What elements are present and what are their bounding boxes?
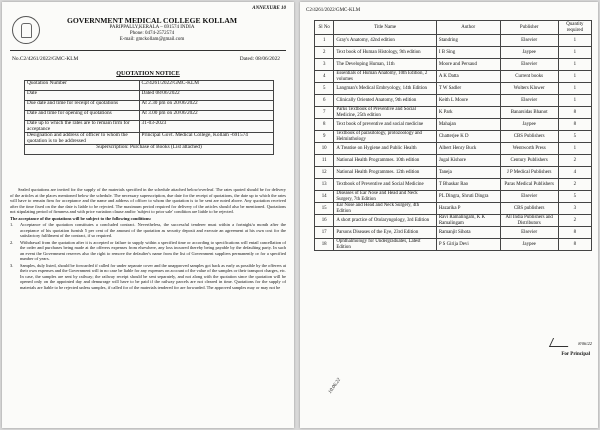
condition-text: Samples, duly listed, should be forwarded if called for under separate cover and the unapproved samples got back as early as possible by the offerers at their own expenses and the Government will in no case be liable for any expenses on account of the value of the samples or their transport charges, etc. In case, the samples are sent by railway; the railway receipt should be sent separately, and not along with the quotation since the quotation will be opened only on the appointed day and demurrage will have to be paid if the railway parcels are not cleared in time. Quotations for the supply of materials are liable to be rejected unless samples, if called for of the materials tendered for are forwarded. The approved samples may or may not be xyxy=(20,262,286,290)
detail-label: Date and time for opening of quotations xyxy=(25,111,140,121)
for-principal-label: For Principal xyxy=(561,352,590,357)
book-quantity: 8 xyxy=(558,227,591,239)
book-quantity: 5 xyxy=(558,131,591,143)
book-title: Ophthalmology for Undergraduates, Latest Edition xyxy=(334,239,437,251)
book-publisher: Current books xyxy=(500,71,558,83)
book-sl-no: 9 xyxy=(315,131,334,143)
book-publisher: Jaypee xyxy=(500,239,558,251)
book-quantity: 1 xyxy=(558,95,591,107)
book-sl-no: 7 xyxy=(315,107,334,119)
book-quantity: 1 xyxy=(558,143,591,155)
table-row xyxy=(315,179,592,191)
book-title: The Developing Human, 11th xyxy=(334,59,437,71)
table-header-row xyxy=(315,21,592,35)
book-publisher: Banarsidas Bhanot xyxy=(500,107,558,119)
condition-text: Acceptance of the quotation constitutes a concluded contract. Nevertheless, the successful tenderer must within a fortnight/a month after the acceptance of his quotation furnish 5 per cent of the amount of the quotation as security deposit and execute an agreement at his own cost for the satisfactory fulfilment of the contract, if so required. xyxy=(20,222,286,238)
book-publisher: Elsevier xyxy=(500,35,558,47)
college-name: GOVERNMENT MEDICAL COLLEGE KOLLAM xyxy=(66,16,238,25)
table-row xyxy=(315,203,592,215)
book-sl-no: 3 xyxy=(315,59,334,71)
signature-date: 8/06/22 xyxy=(578,341,592,346)
book-author: Taneja xyxy=(436,167,500,179)
book-title: Ear Nose and Head and Neck Surgery, 4th Edition xyxy=(334,203,437,215)
college-emblem-icon xyxy=(12,16,40,44)
detail-label: Designation and address of officer to whom the quotation is to be addressed xyxy=(25,133,140,145)
condition-number: 2. xyxy=(10,239,14,245)
book-publisher: Wentworth Press xyxy=(500,143,558,155)
condition-text: Withdrawal from the quotation after it is accepted or failure to supply within a specified time or according to specifications will entail cancellation of the order and purchases being made at the offerers expenses from elsewhere, any loss incurred thereby being payable by the defaulting party. In such an event the Government reserves also the right to remove the defaulter's name from the list of Government suppliers permanently or for a specified number of years. xyxy=(20,239,286,261)
list-item xyxy=(10,222,286,239)
table-row xyxy=(25,101,274,111)
header-divider xyxy=(10,50,286,51)
book-publisher: Paras Medical Publishers xyxy=(500,179,558,191)
notice-title: QUOTATION NOTICE xyxy=(116,70,180,77)
book-title: Parks Textbook of Preventive and Social Medicine, 25th edition xyxy=(334,107,437,119)
book-sl-no: 14 xyxy=(315,191,334,203)
book-author: PL Dingra, Shruti Dingra xyxy=(436,191,500,203)
book-sl-no: 12 xyxy=(315,167,334,179)
table-row xyxy=(315,143,592,155)
book-author: Albert Henry Buck xyxy=(436,143,500,155)
book-title: A short practice of Otolaryngology, 3rd Edition xyxy=(334,215,437,227)
intro-paragraph: Sealed quotations are invited for the supply of the materials specified in the schedule attached below/overleaf. The rates quoted should be for delivery of the articles at the places mentioned below the schedule. The necessary superscription, due date for the receipt of quotations, the date up to which the rates will have to remain firm for acceptance and the name and address of officer to whom the quotation is to be sent are noted above. Any quotation received after the time fixed on the due date is liable to be rejected. The maximum period required for delivery of the articles should also be mentioned. Quotations not stipulating period of firmness and with price variation clause and/or 'subject to prior sale' condition are liable to be rejected. xyxy=(10,187,286,214)
detail-value: At 2.30 pm on 20/06/2022 xyxy=(139,101,273,111)
book-author: Moore and Persaud xyxy=(436,59,500,71)
book-author: Ravi Ramalingam, K K Ramalingam xyxy=(436,215,500,227)
table-row xyxy=(315,227,592,239)
book-quantity: 1 xyxy=(558,59,591,71)
book-quantity: 1 xyxy=(558,71,591,83)
quotation-details-table xyxy=(24,80,274,155)
detail-value: C2/4261/2022/GMC-KLM xyxy=(139,81,273,91)
book-publisher: Elsevier xyxy=(500,95,558,107)
book-sl-no: 10 xyxy=(315,143,334,155)
handwritten-initials: 10.06.22 xyxy=(328,377,343,395)
list-item xyxy=(10,263,286,291)
reference-number: No.C2/4261/2022/GMC-KLM xyxy=(12,56,79,62)
detail-value: Dated 08/06/2022 xyxy=(139,91,273,101)
book-quantity: 2 xyxy=(558,179,591,191)
book-quantity: 3 xyxy=(558,203,591,215)
book-author: I B Sing xyxy=(436,47,500,59)
book-sl-no: 18 xyxy=(315,239,334,251)
book-author: Keith L Moore xyxy=(436,95,500,107)
notice-date: Dated: 08/06/2022 xyxy=(239,56,280,62)
book-publisher: CBS Publishers xyxy=(500,131,558,143)
conditions-heading: The acceptance of the quotations will be subject to the following conditions: xyxy=(10,215,152,221)
table-row xyxy=(315,35,592,47)
annexure-label: ANNEXURE 10 xyxy=(252,6,286,11)
book-publisher: J P Medical Publishers xyxy=(500,167,558,179)
book-author: T W Sadler xyxy=(436,83,500,95)
book-sl-no: 1 xyxy=(315,35,334,47)
table-row xyxy=(25,91,274,101)
book-quantity: 8 xyxy=(558,119,591,131)
college-email: E-mail: gmckollam@gmail.com xyxy=(119,37,185,42)
detail-value: At 3.00 pm on 20/06/2022 xyxy=(139,111,273,121)
book-list-table xyxy=(314,20,592,251)
book-list-page xyxy=(300,2,598,428)
table-row xyxy=(25,121,274,133)
book-quantity: 8 xyxy=(558,107,591,119)
detail-label: Date xyxy=(25,91,140,101)
book-publisher: CBS publishers xyxy=(500,203,558,215)
superscription: Superscription: Purchase of Books (List attached) xyxy=(25,145,274,155)
book-sl-no: 5 xyxy=(315,83,334,95)
book-title: Textbook of Preventive and Social Medicine xyxy=(334,179,437,191)
book-publisher: Wolters Kluwer xyxy=(500,83,558,95)
book-title: Gray's Anatomy, 42nd edition xyxy=(334,35,437,47)
table-row xyxy=(315,167,592,179)
book-publisher: Jaypee xyxy=(500,119,558,131)
book-author: Mahajan xyxy=(436,119,500,131)
book-quantity: 1 xyxy=(558,83,591,95)
condition-number: 1. xyxy=(10,222,14,227)
book-author: Chatterjee K D xyxy=(436,131,500,143)
book-quantity: 4 xyxy=(558,167,591,179)
table-row xyxy=(25,145,274,155)
table-row xyxy=(315,155,592,167)
table-row xyxy=(315,119,592,131)
quotation-notice-page xyxy=(2,2,294,428)
book-author: Jugal Kishore xyxy=(436,155,500,167)
book-title: National Health Programmes. 12th edition xyxy=(334,167,437,179)
book-sl-no: 11 xyxy=(315,155,334,167)
book-title: Essentials of Human Anatomy, 10th Edition, 2 volumes xyxy=(334,71,437,83)
col-author: Author xyxy=(436,21,500,35)
book-author: K Park xyxy=(436,107,500,119)
book-publisher: Century Publishers xyxy=(500,155,558,167)
detail-value: 31-03-2023 xyxy=(139,121,273,133)
book-quantity: 8 xyxy=(558,239,591,251)
col-publisher: Publisher xyxy=(500,21,558,35)
condition-number: 3. xyxy=(10,262,14,268)
list-item xyxy=(10,240,286,262)
book-title: Langman's Medical Embryology, 14th Edition xyxy=(334,83,437,95)
book-author: Ramanjit Sihota xyxy=(436,227,500,239)
table-row xyxy=(315,191,592,203)
book-sl-no: 2 xyxy=(315,47,334,59)
book-sl-no: 4 xyxy=(315,71,334,83)
table-row xyxy=(315,47,592,59)
table-row xyxy=(25,81,274,91)
table-row xyxy=(315,83,592,95)
col-title: Title Name xyxy=(334,21,437,35)
book-publisher: Elsevier xyxy=(500,59,558,71)
detail-label: Due date and time for receipt of quotations xyxy=(25,101,140,111)
book-quantity: 5 xyxy=(558,191,591,203)
book-author: T Bhaskar Rao xyxy=(436,179,500,191)
conditions-list xyxy=(10,222,286,290)
signature-mark xyxy=(549,338,572,347)
book-sl-no: 8 xyxy=(315,119,334,131)
book-title: Text book of preventive and social medicine xyxy=(334,119,437,131)
book-sl-no: 6 xyxy=(315,95,334,107)
notice-body xyxy=(10,187,286,291)
book-title: Text book of Human Histology, 9th edition xyxy=(334,47,437,59)
book-title: A Treatise on Hygiene and Public Health xyxy=(334,143,437,155)
book-author: Hazarika P xyxy=(436,203,500,215)
book-publisher: Elsevier xyxy=(500,227,558,239)
col-sl-no: Sl No xyxy=(315,21,334,35)
list-reference-number: C2/4261/2022/GMC-KLM xyxy=(306,8,361,13)
book-publisher: All India Publishers and Distributors xyxy=(500,215,558,227)
detail-label: Quotation Number xyxy=(25,81,140,91)
col-quantity: Quantity required xyxy=(558,21,591,35)
book-quantity: 2 xyxy=(558,215,591,227)
book-title: Parsons Diseases of the Eye, 23rd Edition xyxy=(334,227,437,239)
book-author: A K Datta xyxy=(436,71,500,83)
college-phone: Phone: 0474-2572574 xyxy=(129,31,175,36)
table-row xyxy=(315,71,592,83)
book-publisher: Jaypee xyxy=(500,47,558,59)
table-row xyxy=(315,131,592,143)
book-sl-no: 13 xyxy=(315,179,334,191)
book-quantity: 1 xyxy=(558,35,591,47)
table-row xyxy=(315,107,592,119)
book-sl-no: 16 xyxy=(315,215,334,227)
book-title: Textbook of parasitology, protozoology and Helminthology xyxy=(334,131,437,143)
table-row xyxy=(315,95,592,107)
detail-label: Date up to which the rates are to remain firm for acceptance xyxy=(25,121,140,133)
book-title: Diseases of Ear Nose and Head and Neck Surgery, 7th Edition xyxy=(334,191,437,203)
book-author: P S Girija Devi xyxy=(436,239,500,251)
college-address: PARIPPALLY,KERALA – 691574 INDIA xyxy=(109,25,195,30)
detail-value: Principal Govt. Medical College, Kollam -691574 xyxy=(139,133,273,145)
table-row xyxy=(315,59,592,71)
book-publisher: Elsevier xyxy=(500,191,558,203)
book-author: Standring xyxy=(436,35,500,47)
book-title: National Health Programmes. 10th edition xyxy=(334,155,437,167)
book-quantity: 2 xyxy=(558,155,591,167)
book-title: Clinically Oriented Anatomy, 9th edition xyxy=(334,95,437,107)
book-sl-no: 15 xyxy=(315,203,334,215)
book-quantity: 1 xyxy=(558,47,591,59)
table-row xyxy=(315,239,592,251)
table-row xyxy=(315,215,592,227)
table-row xyxy=(25,111,274,121)
book-sl-no: 17 xyxy=(315,227,334,239)
